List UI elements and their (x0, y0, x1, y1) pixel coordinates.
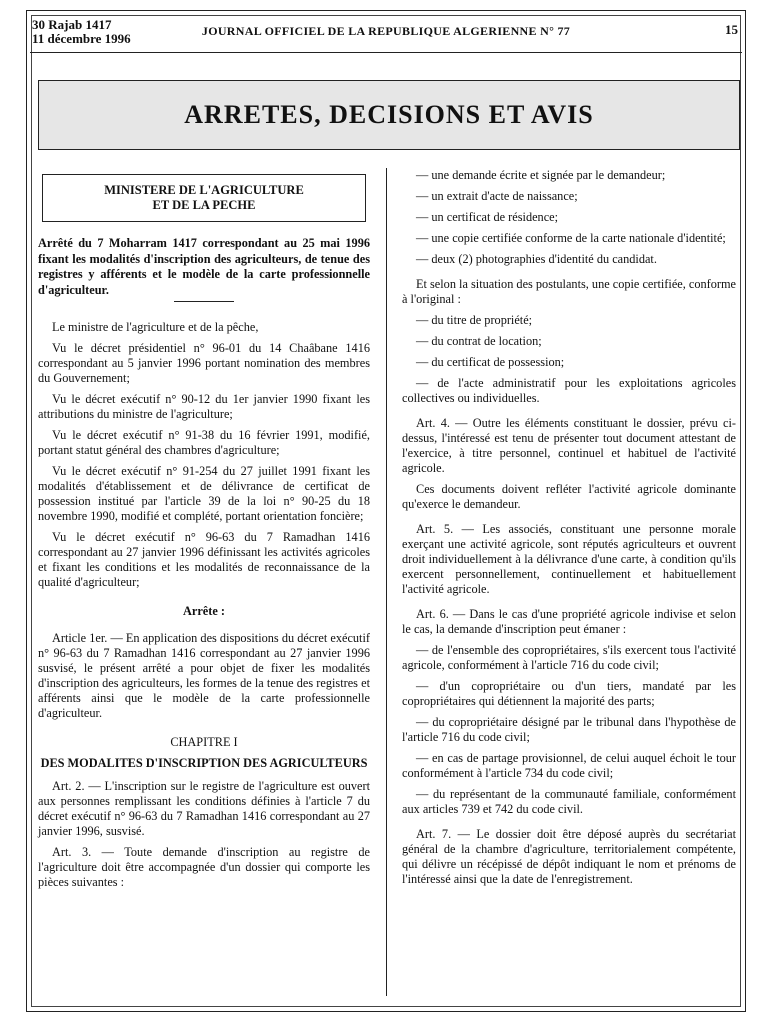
list-item: — du certificat de possession; (416, 355, 565, 369)
column-divider (386, 168, 387, 996)
paragraph: Vu le décret exécutif n° 96-63 du 7 Ramadhan 1416 correspondant au 27 janvier 1996 définissant les activités agricoles et fixant les conditions et les modalités de reconnaissance de la qualité d'agriculteur; (38, 530, 370, 589)
list-item: — du représentant de la communauté familiale, conformément aux articles 739 et 742 du code civil. (402, 787, 736, 816)
arrete-title: Arrêté du 7 Moharram 1417 correspondant au 25 mai 1996 fixant les modalités d'inscription des agriculteurs, de tenue des registres y afférents et le modèle de la carte professionnelle d'agriculteur. (38, 236, 370, 297)
list-item: — du titre de propriété; (416, 313, 533, 327)
list-item: — en cas de partage provisionnel, de celui auquel échoit le tour conformément à l'article 734 du code civil; (402, 751, 736, 780)
ministry-box (42, 174, 366, 222)
list-item: — de l'ensemble des copropriétaires, s'ils exercent tous l'activité agricole, conformément à l'article 716 du code civil; (402, 643, 736, 672)
list-item: — un extrait d'acte de naissance; (416, 189, 578, 203)
list-item: — du contrat de location; (416, 334, 542, 348)
title-rule (174, 301, 234, 302)
list-item: — une copie certifiée conforme de la carte nationale d'identité; (416, 231, 726, 245)
left-column (38, 168, 370, 896)
header-date-hijri: 30 Rajab 1417 (32, 17, 112, 32)
paragraph: Vu le décret exécutif n° 91-254 du 27 juillet 1991 fixant les modalités d'établissement et de délivrance de certificat de possession institué par l'article 39 de la loi n° 90-25 du 18 novembre 1990, modifié et complété, portant orientation foncière; (38, 464, 370, 523)
page-header (30, 14, 742, 54)
paragraph: Le ministre de l'agriculture et de la pêche, (52, 320, 259, 334)
paragraph: Vu le décret présidentiel n° 96-01 du 14 Chaâbane 1416 correspondant au 5 janvier 1996 portant nomination des membres du Gouvernement; (38, 341, 370, 385)
paragraph: Vu le décret exécutif n° 90-12 du 1er janvier 1990 fixant les attributions du ministre de l'agriculture; (38, 392, 370, 421)
arrete-heading: Arrête : (183, 604, 225, 618)
list-item: — de l'acte administratif pour les exploitations agricoles collectives ou individuelles. (402, 376, 736, 405)
article-1: Article 1er. — En application des dispositions du décret exécutif n° 96-63 du 7 Ramadhan 1416 correspondant au 27 janvier 1996 susvisé, le présent arrêté a pour objet de fixer les modalités d'inscription des agriculteurs, les formes de la tenue des registres et afférents ainsi que le modèle de la carte professionnelle d'agriculteur. (38, 631, 370, 720)
article-3: Art. 3. — Toute demande d'inscription au registre de l'agriculture doit être accompagnée d'un dossier qui comporte les pièces suivantes : (38, 845, 370, 889)
article-6: Art. 6. — Dans le cas d'une propriété agricole indivise et selon le cas, la demande d'inscription peut émaner : (402, 607, 736, 636)
chapter-title: DES MODALITES D'INSCRIPTION DES AGRICULTEURS (40, 756, 368, 770)
page-number: 15 (725, 22, 738, 37)
list-item: — deux (2) photographies d'identité du candidat. (416, 252, 657, 266)
list-item: — un certificat de résidence; (416, 210, 559, 224)
article-7: Art. 7. — Le dossier doit être déposé auprès du secrétariat général de la chambre d'agriculture, territorialement compétente, qui délivre un récépissé de dépôt indiquant le nom et prénoms de l'intéressé ainsi que la date de l'enregistrement. (402, 827, 736, 886)
header-rule (30, 52, 742, 53)
header-date-gregorian: 11 décembre 1996 (32, 31, 131, 46)
article-5: Art. 5. — Les associés, constituant une personne morale exerçant une activité agricole, sont réputés agriculteurs et ouvrent droit individuellement à la délivrance d'une carte, à condition qu'ils exercent personnellement, continuellement et habituellement l'activité agricole. (402, 522, 736, 596)
list-item: — d'un copropriétaire ou d'un tiers, mandaté par les copropriétaires qui détiennent la majorité des parts; (402, 679, 736, 708)
right-column (402, 168, 736, 893)
paragraph: Vu le décret exécutif n° 91-38 du 16 février 1991, modifié, portant statut général des chambres d'agriculture; (38, 428, 370, 457)
paragraph: Ces documents doivent refléter l'activité agricole dominante qu'exerce le demandeur. (402, 482, 736, 511)
paragraph: Et selon la situation des postulants, une copie certifiée, conforme à l'original : (402, 277, 736, 306)
section-banner (38, 80, 740, 150)
journal-title: JOURNAL OFFICIEL DE LA REPUBLIQUE ALGERIENNE N° 77 (201, 24, 571, 38)
chapter-label: CHAPITRE I (170, 735, 238, 749)
ministry-line-2: ET DE LA PECHE (152, 198, 256, 212)
list-item: — une demande écrite et signée par le demandeur; (416, 168, 666, 182)
section-title: ARRETES, DECISIONS ET AVIS (184, 100, 594, 129)
article-2: Art. 2. — L'inscription sur le registre de l'agriculture est ouvert aux personnes remplissant les conditions définies à l'article 7 du décret exécutif n° 96-63 du 7 Ramadhan 1416 correspondant au 27 janvier 1996, susvisé. (38, 779, 370, 838)
list-item: — du copropriétaire désigné par le tribunal dans l'hypothèse de l'article 716 du code civil; (402, 715, 736, 744)
ministry-line-1: MINISTERE DE L'AGRICULTURE (104, 183, 304, 197)
article-4: Art. 4. — Outre les éléments constituant le dossier, prévu ci-dessus, l'intéressé est tenu de présenter tout document attestant de l'exercice, à titre personnel, continuel et habituel de l'activité agricole. (402, 416, 736, 475)
